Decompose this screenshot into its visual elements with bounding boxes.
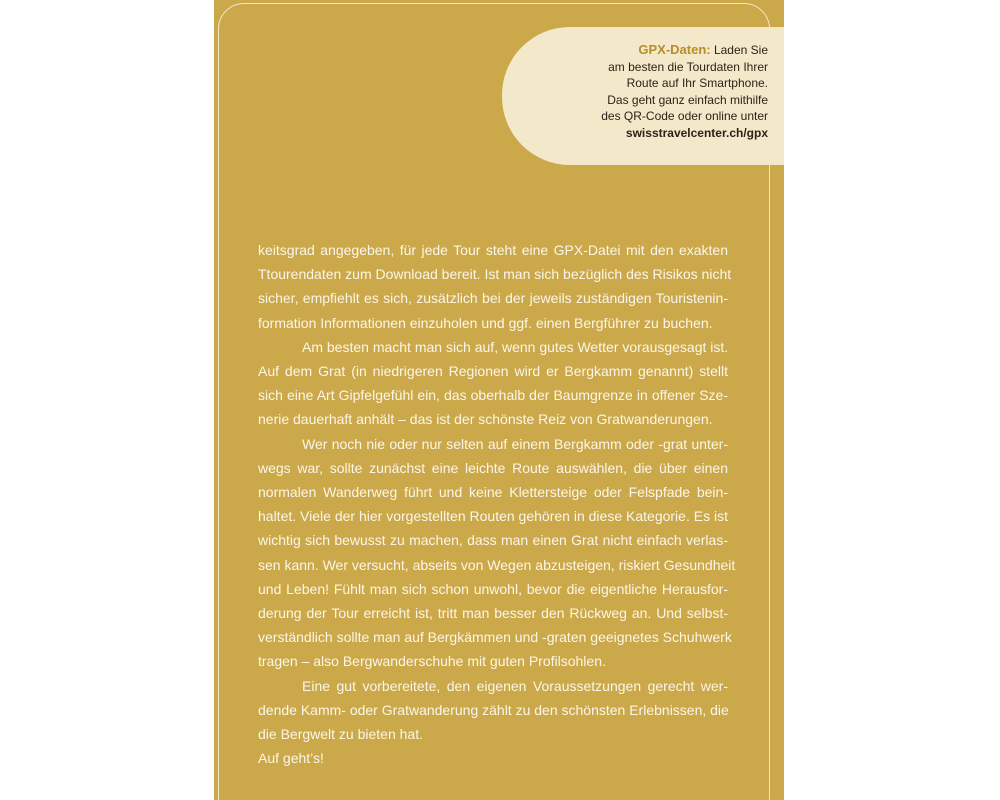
text-line: Eine gut vorbereitete, den eigenen Voraussetzungen gerecht wer-	[302, 677, 728, 694]
gpx-title: GPX-Daten:	[638, 42, 711, 57]
gpx-line: Laden Sie	[713, 43, 768, 57]
text-line: nerie dauerhaft anhält – das ist der schönste Reiz von Gratwanderungen.	[258, 411, 713, 428]
text-line: haltet. Viele der hier vorgestellten Routen gehören in diese Kategorie. Es ist	[258, 508, 728, 525]
text-line: Am besten macht man sich auf, wenn gutes Wetter vorausgesagt ist.	[302, 338, 729, 355]
text-line: tragen – also Bergwanderschuhe mit guten Profilsohlen.	[258, 653, 606, 670]
gpx-info-box	[502, 27, 784, 165]
text-line: keitsgrad angegeben, für jede Tour steht eine GPX-Datei mit den exakten	[258, 242, 728, 258]
text-line: sen kann. Wer versucht, abseits von Wegen abzusteigen, riskiert Gesundheit	[258, 556, 736, 573]
gpx-line: Das geht ganz einfach mithilfe	[607, 92, 768, 107]
text-line: Auf dem Grat (in niedrigeren Regionen wird er Bergkamm genannt) stellt	[258, 363, 728, 380]
text-line: normalen Wanderweg führt und keine Klettersteige oder Felspfade bein-	[258, 484, 728, 501]
body-text	[258, 238, 736, 770]
book-page	[214, 0, 784, 800]
text-line: derung der Tour erreicht ist, tritt man besser den Rückweg an. Und selbst-	[258, 605, 728, 622]
text-line: Auf geht’s!	[258, 750, 324, 767]
gpx-line: des QR-Code oder online unter	[601, 109, 768, 123]
text-line: dende Kamm- oder Gratwanderung zählt zu den schönsten Erlebnissen, die	[258, 701, 729, 718]
text-line: wegs war, sollte zunächst eine leichte Route auswählen, die über einen	[258, 459, 728, 476]
text-line: Wer noch nie oder nur selten auf einem Bergkamm oder -grat unter-	[302, 435, 728, 452]
gpx-line: Route auf Ihr Smartphone.	[626, 76, 768, 90]
gpx-line: am besten die Tourdaten Ihrer	[608, 59, 768, 74]
text-line: verständlich sollte man auf Bergkämmen und -graten geeignetes Schuhwerk	[258, 629, 732, 646]
text-line: formation Informationen einzuholen und ggf. einen Bergführer zu buchen.	[258, 314, 713, 331]
text-line: sicher, empfiehlt es sich, zusätzlich bei der jeweils zuständigen Touristenin-	[258, 290, 728, 307]
gpx-info-text	[518, 42, 768, 141]
gpx-url: swisstravelcenter.ch/gpx	[625, 125, 768, 140]
text-line: sich eine Art Gipfelgefühl ein, das oberhalb der Baumgrenze in offener Sze-	[258, 387, 728, 404]
text-line: und Leben! Fühlt man sich schon unwohl, bevor die eigentliche Herausfor-	[258, 580, 728, 597]
text-line: die Bergwelt zu bieten hat.	[258, 726, 423, 743]
text-line: Ttourendaten zum Download bereit. Ist man sich bezüglich des Risikos nicht	[258, 266, 732, 283]
text-line: wichtig sich bewusst zu machen, dass man einen Grat nicht einfach verlas-	[258, 532, 728, 549]
